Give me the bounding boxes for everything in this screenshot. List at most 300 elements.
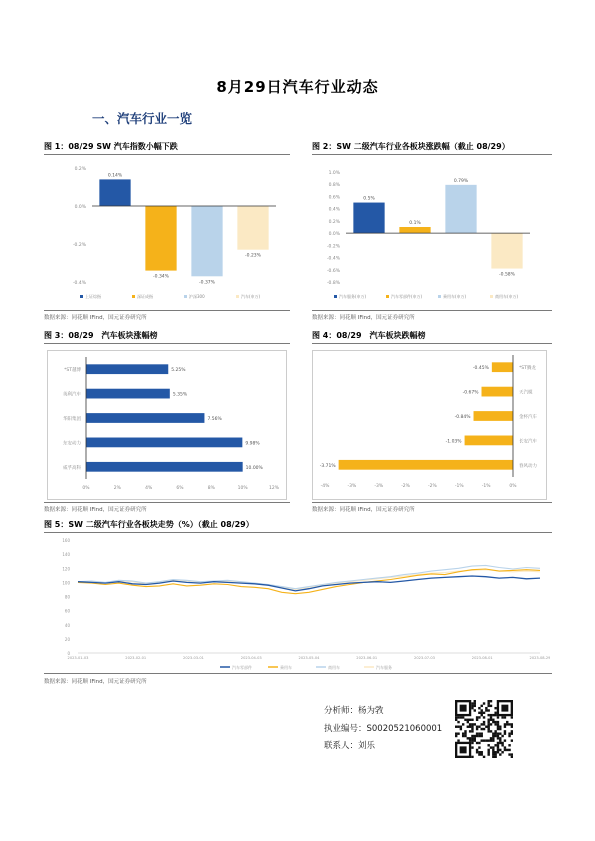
qr-module <box>508 732 510 734</box>
x-tick-label: -2% <box>401 484 410 489</box>
bar-value-label: 0.14% <box>107 173 123 179</box>
bar-value-label: -0.67% <box>462 390 479 396</box>
legend-label: 沪深300 <box>189 294 205 299</box>
analyst-contact: 联系人：刘乐 <box>324 741 376 751</box>
qr-module <box>501 742 503 744</box>
bar <box>482 387 513 397</box>
y-tick-label: -0.2% <box>72 243 86 248</box>
qr-module <box>469 739 471 741</box>
qr-module <box>487 726 489 728</box>
qr-module <box>490 739 492 741</box>
qr-module <box>474 709 476 711</box>
legend-swatch <box>386 295 389 298</box>
figure-1-rule <box>44 154 290 155</box>
qr-module <box>460 726 462 728</box>
qr-module <box>494 753 496 755</box>
qr-module <box>481 732 483 734</box>
qr-module <box>508 753 510 755</box>
x-tick-label: 4% <box>145 486 153 491</box>
qr-module <box>501 735 503 737</box>
legend-label: 乘用车(申万) <box>443 294 467 299</box>
bar <box>474 411 513 421</box>
qr-module <box>457 726 459 728</box>
y-tick-label: 0.2% <box>328 219 340 225</box>
bar-value-label: -0.37% <box>199 280 215 286</box>
category-label: *ST腾龙 <box>519 366 536 372</box>
qr-module <box>490 746 492 748</box>
category-label: 金杯汽车 <box>519 415 537 420</box>
qr-module <box>455 726 457 728</box>
qr-module <box>455 732 457 734</box>
bar <box>191 206 222 276</box>
bar <box>353 203 384 234</box>
figure-5-chart <box>50 536 550 672</box>
qr-module <box>490 705 492 707</box>
figure-4-chart <box>313 351 544 497</box>
bar <box>491 233 522 268</box>
qr-module <box>474 737 476 739</box>
qr-module <box>487 728 489 730</box>
qr-module <box>506 723 508 725</box>
qr-module <box>497 746 499 748</box>
qr-module <box>487 719 489 721</box>
qr-module <box>476 732 478 734</box>
qr-module <box>474 700 476 702</box>
qr-module <box>499 742 501 744</box>
x-tick-label: 2023-04-03 <box>240 656 262 660</box>
qr-module <box>511 739 513 741</box>
qr-module <box>499 728 501 730</box>
qr-module <box>504 732 506 734</box>
figure-4-caption: 图 4：08/29 汽车板块跌幅榜 <box>312 331 426 340</box>
bar <box>86 364 168 374</box>
qr-module <box>471 726 473 728</box>
legend-label: 商用车(申万) <box>495 294 519 299</box>
y-tick-label: -0.6% <box>326 268 340 274</box>
legend-label: 汽车零部件(申万) <box>391 294 423 299</box>
qr-module <box>481 705 483 707</box>
qr-module <box>499 737 501 739</box>
category-label: 华阳集团 <box>63 417 81 422</box>
x-tick-label: -4% <box>320 484 330 489</box>
figure-5-bottom-rule <box>44 673 552 674</box>
qr-module <box>492 739 494 741</box>
qr-module <box>483 721 485 723</box>
y-tick-label: 0.0% <box>328 232 340 238</box>
qr-module <box>469 723 471 725</box>
qr-module <box>469 719 471 721</box>
analyst-license: 执业编号：S0020521060001 <box>324 724 443 734</box>
figure-3-chart <box>48 351 284 497</box>
qr-module <box>497 751 499 753</box>
qr-module <box>481 714 483 716</box>
x-tick-label: 2023-03-01 <box>183 656 204 660</box>
qr-module <box>492 719 494 721</box>
figure-2-chart <box>312 158 552 308</box>
qr-module <box>490 700 492 702</box>
x-tick-label: 2023-05-04 <box>298 656 320 660</box>
bar <box>492 362 513 372</box>
qr-module <box>504 726 506 728</box>
y-tick-label: -0.2% <box>326 244 340 250</box>
qr-module <box>499 739 501 741</box>
bar-value-label: 9.98% <box>245 441 260 447</box>
x-tick-label: -3% <box>347 484 357 489</box>
qr-module <box>474 723 476 725</box>
qr-module <box>497 742 499 744</box>
qr-module <box>464 732 466 734</box>
qr-module <box>499 732 501 734</box>
qr-module <box>457 721 459 723</box>
qr-module <box>492 735 494 737</box>
series-line <box>78 569 540 594</box>
category-label: *ST越博 <box>64 368 81 374</box>
y-tick-label: 20 <box>64 636 70 642</box>
y-tick-label: 0.8% <box>328 183 340 189</box>
qr-module <box>462 735 464 737</box>
qr-module <box>485 726 487 728</box>
qr-finder-inner <box>460 746 467 753</box>
qr-module <box>471 742 473 744</box>
qr-module <box>471 730 473 732</box>
qr-module <box>485 739 487 741</box>
qr-module <box>494 732 496 734</box>
qr-module <box>487 721 489 723</box>
bar-value-label: -0.58% <box>499 272 515 278</box>
bar-value-label: 0.79% <box>453 178 469 184</box>
qr-module <box>483 712 485 714</box>
y-tick-label: 0.2% <box>74 167 86 172</box>
figure-4-rule <box>312 343 552 344</box>
qr-module <box>504 739 506 741</box>
legend-swatch <box>184 295 187 298</box>
category-label: 春风动力 <box>519 463 537 469</box>
qr-module <box>494 730 496 732</box>
bar <box>465 436 513 446</box>
qr-module <box>492 751 494 753</box>
qr-module <box>487 744 489 746</box>
qr-module <box>460 728 462 730</box>
qr-module <box>487 723 489 725</box>
figure-3-rule <box>44 343 290 344</box>
qr-module <box>481 739 483 741</box>
qr-module <box>494 707 496 709</box>
qr-module <box>499 749 501 751</box>
x-tick-label: -2% <box>428 484 437 489</box>
qr-module <box>492 737 494 739</box>
y-tick-label: 1.0% <box>328 171 340 176</box>
y-tick-label: -0.4% <box>326 256 340 262</box>
x-tick-label: 10% <box>237 486 248 491</box>
qr-module <box>464 719 466 721</box>
figure-1-caption: 图 1：08/29 SW 汽车指数小幅下跌 <box>44 142 178 151</box>
qr-module <box>504 716 506 718</box>
qr-module <box>497 735 499 737</box>
qr-module <box>464 735 466 737</box>
figure-3-source: 数据来源：同花顺 IFind，国元证券研究所 <box>44 507 147 513</box>
bar <box>86 389 170 399</box>
qr-module <box>497 744 499 746</box>
qr-module <box>508 744 510 746</box>
x-tick-label: 12% <box>268 486 280 491</box>
qr-module <box>511 732 513 734</box>
figure-2-rule <box>312 154 552 155</box>
qr-module <box>478 742 480 744</box>
bar-value-label: -1.03% <box>445 439 462 445</box>
x-tick-label: 6% <box>176 486 184 491</box>
qr-module <box>511 730 513 732</box>
qr-module <box>499 726 501 728</box>
qr-module <box>492 714 494 716</box>
qr-module <box>483 728 485 730</box>
figure-5-rule <box>44 532 552 533</box>
y-tick-label: 100 <box>62 580 70 586</box>
qr-module <box>481 735 483 737</box>
qr-module <box>504 730 506 732</box>
qr-module <box>476 742 478 744</box>
qr-module <box>501 716 503 718</box>
qr-module <box>471 723 473 725</box>
qr-finder-inner <box>501 705 508 712</box>
qr-module <box>481 728 483 730</box>
qr-module <box>490 716 492 718</box>
bar <box>86 462 243 472</box>
bar-value-label: -3.71% <box>319 463 336 469</box>
category-label: 东安动力 <box>63 441 81 447</box>
y-tick-label: 0 <box>67 651 70 656</box>
legend-swatch <box>132 295 135 298</box>
x-tick-label: -1% <box>454 484 464 489</box>
qr-module <box>467 726 469 728</box>
y-tick-label: 60 <box>64 608 70 614</box>
qr-module <box>487 700 489 702</box>
qr-module <box>483 739 485 741</box>
qr-module <box>494 735 496 737</box>
qr-module <box>457 732 459 734</box>
qr-module <box>487 702 489 704</box>
qr-module <box>483 723 485 725</box>
qr-module <box>471 737 473 739</box>
qr-module <box>494 714 496 716</box>
legend-swatch <box>438 295 441 298</box>
qr-module <box>485 707 487 709</box>
qr-module <box>467 719 469 721</box>
x-tick-label: 2023-06-01 <box>356 656 378 660</box>
qr-module <box>494 751 496 753</box>
page-title: 8月29日汽车行业动态 <box>216 78 379 96</box>
qr-module <box>497 732 499 734</box>
qr-module <box>478 712 480 714</box>
qr-module <box>460 716 462 718</box>
x-tick-label: 2023-08-01 <box>471 656 493 660</box>
qr-module <box>494 756 496 758</box>
qr-module <box>478 707 480 709</box>
qr-module <box>464 730 466 732</box>
qr-module <box>471 739 473 741</box>
qr-module <box>467 737 469 739</box>
qr-module <box>504 723 506 725</box>
qr-module <box>492 721 494 723</box>
qr-module <box>490 723 492 725</box>
legend-swatch <box>490 295 493 298</box>
figure-5-caption: 图 5：SW 二级汽车行业各板块走势（%）（截止 08/29） <box>44 520 254 529</box>
qr-module <box>474 739 476 741</box>
y-tick-label: 80 <box>64 594 70 600</box>
figure-2-caption: 图 2：SW 二级汽车行业各板块涨跌幅（截止 08/29） <box>312 142 510 151</box>
figure-1-bottom-rule <box>44 310 290 311</box>
qr-module <box>511 753 513 755</box>
qr-module <box>511 723 513 725</box>
qr-module <box>499 753 501 755</box>
bar-value-label: -0.45% <box>472 366 489 372</box>
legend-label: 汽车服务 <box>376 665 392 670</box>
qr-module <box>478 732 480 734</box>
qr-module <box>469 726 471 728</box>
qr-module <box>457 716 459 718</box>
series-line <box>78 565 540 588</box>
bar-value-label: -0.84% <box>454 415 471 420</box>
figure-4-source: 数据来源：同花顺 IFind，国元证券研究所 <box>312 507 415 513</box>
bar <box>86 413 204 423</box>
qr-module <box>455 716 457 718</box>
qr-module <box>501 744 503 746</box>
qr-module <box>487 749 489 751</box>
qr-module <box>492 746 494 748</box>
qr-module <box>504 749 506 751</box>
qr-module <box>476 719 478 721</box>
qr-module <box>467 721 469 723</box>
qr-module <box>497 728 499 730</box>
qr-module <box>487 753 489 755</box>
x-tick-label: 2023-07-03 <box>414 656 435 660</box>
qr-module <box>478 716 480 718</box>
qr-finder-inner <box>460 705 467 712</box>
category-label: 威孚高科 <box>63 465 81 471</box>
qr-module <box>497 723 499 725</box>
figure-4-bottom-rule <box>312 502 552 503</box>
qr-module <box>490 714 492 716</box>
qr-module <box>455 735 457 737</box>
qr-module <box>455 719 457 721</box>
qr-module <box>474 702 476 704</box>
bar <box>445 185 476 233</box>
x-tick-label: 2% <box>113 486 121 491</box>
qr-module <box>483 756 485 758</box>
figure-1-source: 数据来源：同花顺 IFind，国元证券研究所 <box>44 315 147 321</box>
x-tick-label: -1% <box>481 484 491 489</box>
legend-label: 上证综指 <box>85 294 101 299</box>
legend-label: 汽车(申万) <box>241 294 261 299</box>
bar <box>237 206 268 250</box>
bar-value-label: 0.5% <box>363 196 375 202</box>
qr-module <box>494 712 496 714</box>
qr-module <box>504 746 506 748</box>
qr-module <box>508 735 510 737</box>
qr-module <box>462 716 464 718</box>
figure-2-bottom-rule <box>312 310 552 311</box>
category-label: 天汽模 <box>519 390 533 396</box>
qr-module <box>476 749 478 751</box>
qr-module <box>481 709 483 711</box>
section-title: 一、汽车行业一览 <box>92 111 193 126</box>
qr-module <box>469 730 471 732</box>
figure-5-source: 数据来源：同花顺 IFind，国元证券研究所 <box>44 679 147 685</box>
qr-module <box>478 726 480 728</box>
qr-module <box>506 749 508 751</box>
qr-module <box>487 730 489 732</box>
qr-module <box>481 753 483 755</box>
qr-module <box>457 739 459 741</box>
qr-module <box>494 723 496 725</box>
bar-value-label: 10.00% <box>245 465 263 471</box>
qr-module <box>481 723 483 725</box>
qr-module <box>478 746 480 748</box>
x-tick-label: 8% <box>207 486 215 491</box>
figure-1-chart <box>44 158 290 308</box>
legend-swatch <box>236 295 239 298</box>
legend-label: 汽车服务(申万) <box>339 294 367 299</box>
legend-label: 汽车零部件 <box>232 665 252 670</box>
qr-module <box>494 721 496 723</box>
qr-module <box>497 749 499 751</box>
qr-module <box>494 744 496 746</box>
qr-module <box>511 716 513 718</box>
qr-module <box>511 756 513 758</box>
qr-module <box>471 735 473 737</box>
y-tick-label: 120 <box>62 566 70 572</box>
bar-value-label: 5.25% <box>171 368 186 374</box>
figure-3-caption: 图 3：08/29 汽车板块涨幅榜 <box>44 331 158 340</box>
bar-value-label: -0.23% <box>245 253 261 259</box>
qr-module <box>497 721 499 723</box>
x-tick-label: 2023-08-29 <box>529 656 550 660</box>
y-tick-label: -0.8% <box>326 281 340 286</box>
qr-module <box>490 737 492 739</box>
qr-module <box>476 751 478 753</box>
legend-label: 乘用车 <box>280 665 292 670</box>
qr-module <box>497 716 499 718</box>
qr-module <box>483 702 485 704</box>
qr-module <box>508 749 510 751</box>
qr-module <box>483 716 485 718</box>
qr-module <box>471 728 473 730</box>
qr-module <box>471 756 473 758</box>
qr-module <box>492 753 494 755</box>
qr-module <box>490 730 492 732</box>
legend-swatch <box>80 295 83 298</box>
y-tick-label: 0.0% <box>74 205 86 210</box>
bar-value-label: 0.1% <box>409 221 421 226</box>
qr-module <box>476 735 478 737</box>
bar-value-label: 5.35% <box>172 392 188 398</box>
qr-module <box>511 726 513 728</box>
x-tick-label: 2023-01-03 <box>67 656 89 660</box>
qr-module <box>478 735 480 737</box>
qr-module <box>487 709 489 711</box>
qr-module <box>481 712 483 714</box>
legend-label: 商用车 <box>328 665 340 670</box>
figure-2-source: 数据来源：同花顺 IFind，国元证券研究所 <box>312 315 415 321</box>
qr-module <box>508 723 510 725</box>
y-tick-label: 0.4% <box>328 207 340 213</box>
qr-module <box>487 714 489 716</box>
qr-module <box>471 707 473 709</box>
qr-module <box>469 737 471 739</box>
qr-module <box>497 737 499 739</box>
analyst-name: 分析师：杨为敩 <box>324 706 384 716</box>
qr-module <box>471 746 473 748</box>
legend-label: 深证成指 <box>137 294 153 299</box>
